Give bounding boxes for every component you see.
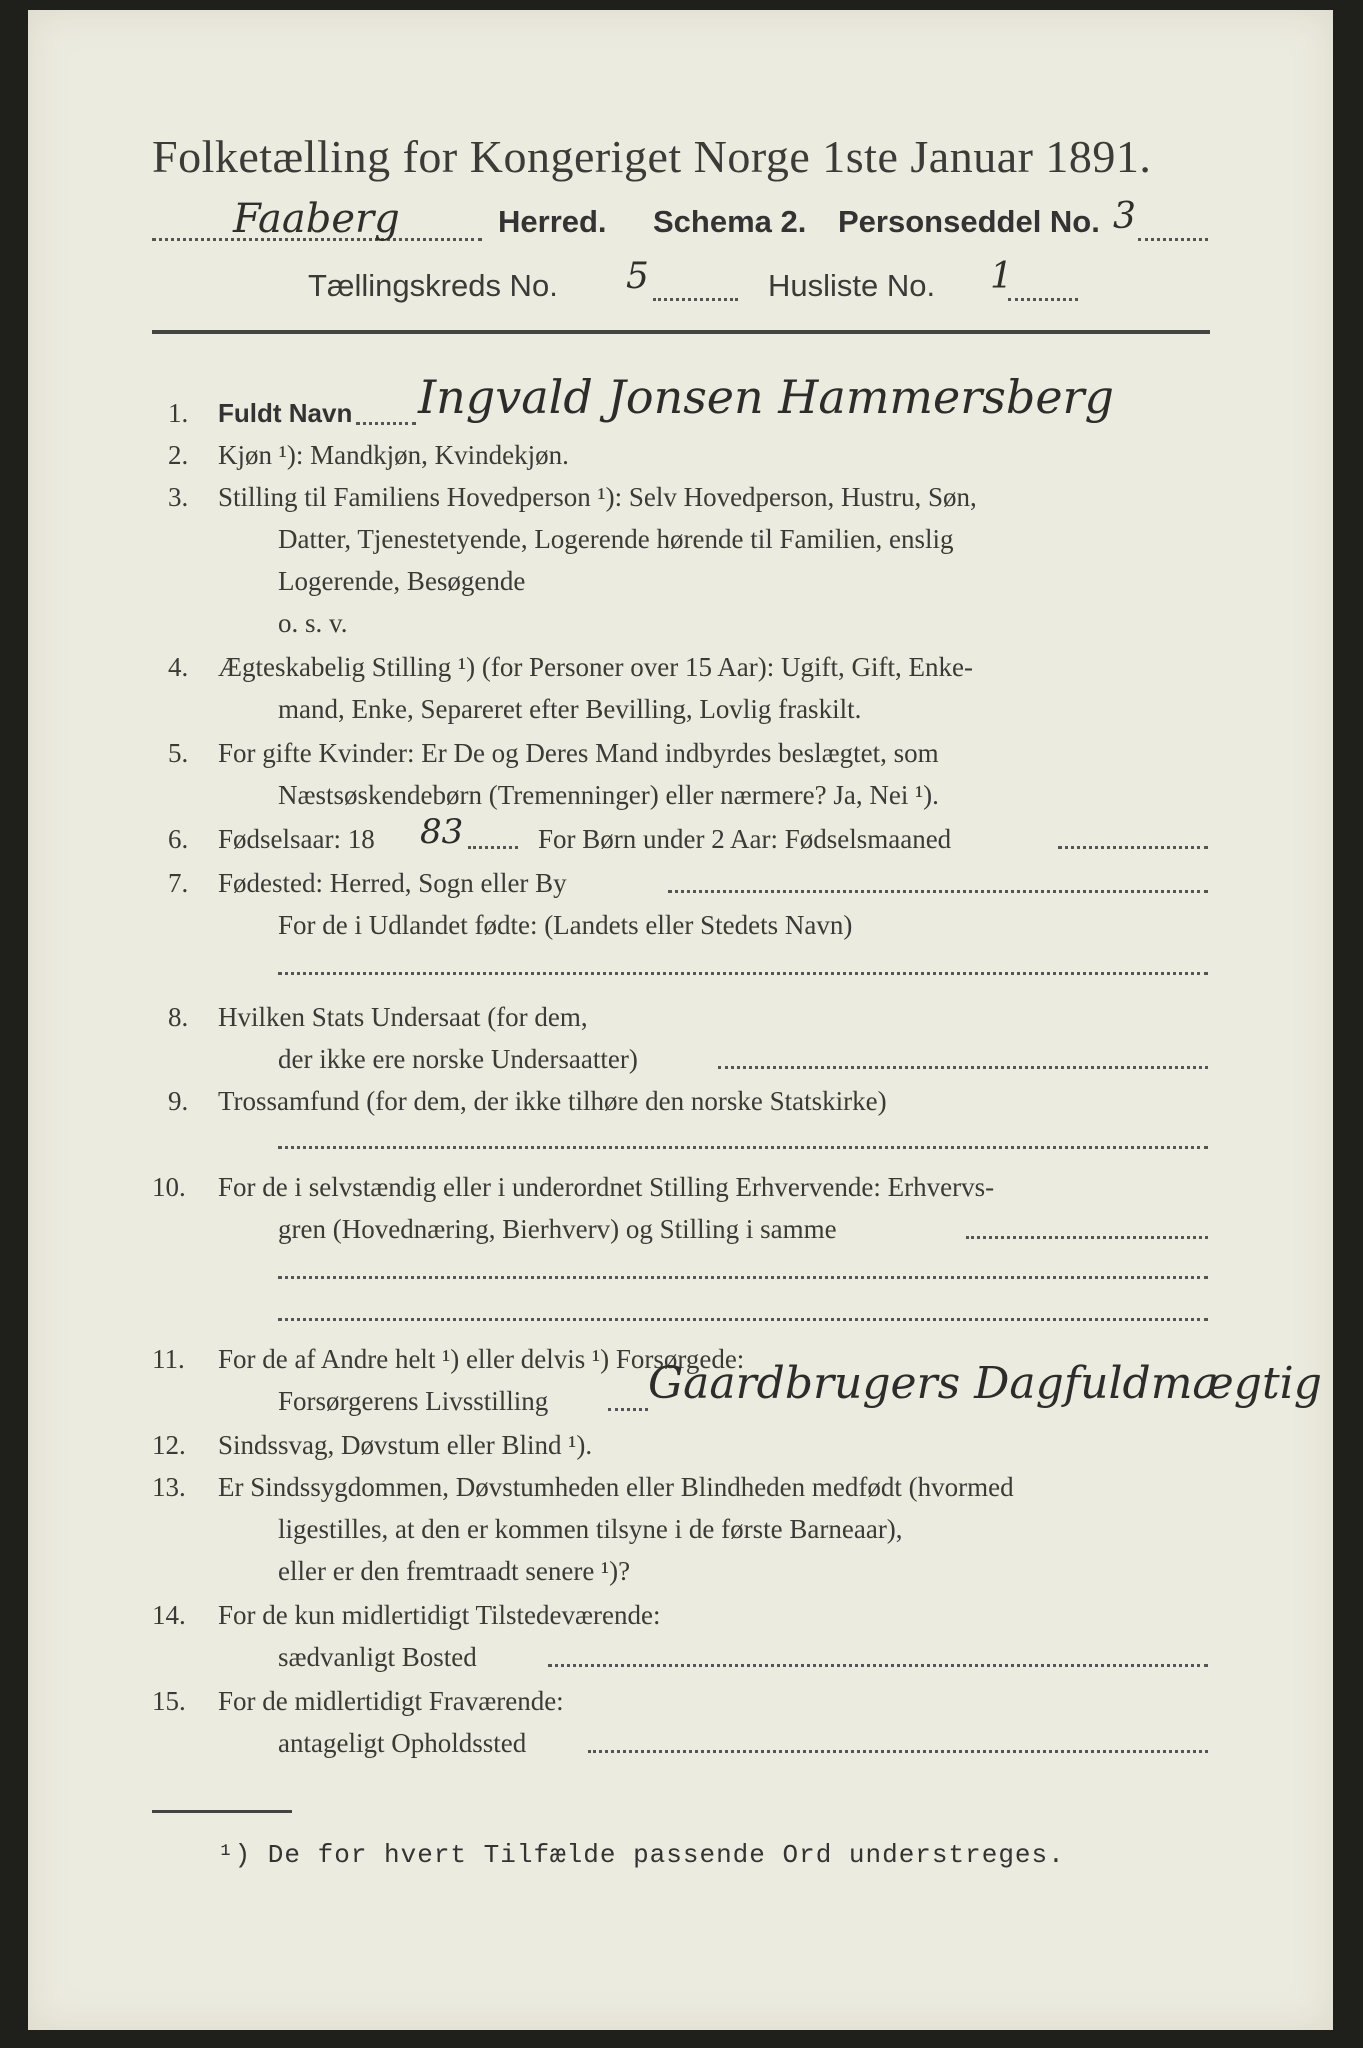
item-number: 7.	[168, 868, 189, 898]
item-4-line-2: mand, Enke, Separeret efter Bevilling, Lovlig fraskilt.	[278, 694, 862, 724]
husliste-label: Husliste No.	[768, 268, 936, 303]
item-8-dotted-line	[718, 1066, 1208, 1069]
kreds-dotted-line	[653, 298, 738, 301]
item-10-line-1: For de i selvstændig eller i underordnet Stilling Erhvervende: Erhvervs-	[218, 1172, 995, 1202]
item-9-line-1: Trossamfund (for dem, der ikke tilhøre den norske Statskirke)	[218, 1086, 887, 1116]
item-13-line-1: Er Sindssygdommen, Døvstumheden eller Blindheden medfødt (hvormed	[218, 1472, 1014, 1502]
item-number: 12.	[152, 1430, 186, 1460]
item-7-dotted-line	[668, 890, 1208, 893]
item-1-dotted-line	[356, 422, 416, 425]
item-2-text: Kjøn ¹): Mandkjøn, Kvindekjøn.	[218, 440, 569, 470]
kreds-value: 5	[626, 256, 649, 297]
item-5-line-2: Næstsøskendebørn (Tremenninger) eller nærmere? Ja, Nei ¹).	[278, 780, 939, 810]
item-number: 8.	[168, 1002, 189, 1032]
item-7-line-2: For de i Udlandet fødte: (Landets eller Stedets Navn)	[278, 910, 853, 940]
item-number: 3.	[168, 482, 189, 512]
item-3-line-1: Stilling til Familiens Hovedperson ¹): Selv Hovedperson, Hustru, Søn,	[218, 482, 977, 512]
item-5-line-1: For gifte Kvinder: Er De og Deres Mand indbyrdes beslægtet, som	[218, 738, 939, 768]
item-10-answer-line-1	[278, 1276, 1208, 1279]
item-6-label: Fødselsaar: 18	[218, 824, 375, 854]
item-number: 6.	[168, 824, 189, 854]
item-number: 10.	[152, 1172, 186, 1202]
personseddel-value: 3	[1113, 196, 1136, 237]
item-number: 2.	[168, 440, 189, 470]
item-8-line-1: Hvilken Stats Undersaat (for dem,	[218, 1002, 588, 1032]
item-number: 14.	[152, 1600, 186, 1630]
item-3-line-3: Logerende, Besøgende	[278, 566, 526, 596]
item-14-line-1: For de kun midlertidigt Tilstedeværende:	[218, 1600, 661, 1630]
item-11-answer: Gaardbrugers Dagfuldmægtig	[648, 1358, 1322, 1409]
item-4-line-1: Ægteskabelig Stilling ¹) (for Personer over 15 Aar): Ugift, Gift, Enke-	[218, 652, 973, 682]
item-13-line-3: eller er den fremtraadt senere ¹)?	[278, 1556, 631, 1586]
item-14-line-2: sædvanligt Bosted	[278, 1642, 477, 1672]
item-number: 1.	[168, 398, 189, 428]
item-number: 9.	[168, 1086, 189, 1116]
item-10-answer-line-2	[278, 1318, 1208, 1321]
footnote: ¹) De for hvert Tilfælde passende Ord understreges.	[218, 1840, 1065, 1870]
item-11-line-1: For de af Andre helt ¹) eller delvis ¹) Forsørgede:	[218, 1344, 745, 1374]
item-6-dotted-line	[468, 846, 518, 849]
herred-label: Herred.	[498, 204, 607, 239]
personseddel-label: Personseddel No.	[838, 204, 1100, 239]
personseddel-dotted-line	[1138, 238, 1208, 241]
item-number: 11.	[152, 1344, 185, 1374]
item-14-dotted-line	[548, 1664, 1208, 1667]
husliste-dotted-line	[1008, 298, 1078, 301]
item-3-line-4: o. s. v.	[278, 608, 348, 638]
item-number: 13.	[152, 1472, 186, 1502]
item-9-dotted-line	[278, 1146, 1208, 1149]
item-6-month-dotted-line	[1058, 846, 1208, 849]
item-number: 15.	[152, 1686, 186, 1716]
husliste-value: 1	[990, 256, 1013, 297]
item-11-line-2: Forsørgerens Livsstilling	[278, 1386, 549, 1416]
item-11-dotted-line	[608, 1408, 648, 1411]
item-number: 5.	[168, 738, 189, 768]
item-1-answer: Ingvald Jonsen Hammersberg	[418, 370, 1114, 424]
herred-value: Faaberg	[233, 196, 400, 242]
item-15-line-2: antageligt Opholdssted	[278, 1728, 527, 1758]
kreds-label: Tællingskreds No.	[308, 268, 558, 303]
item-12-text: Sindssvag, Døvstum eller Blind ¹).	[218, 1430, 593, 1460]
item-15-line-1: For de midlertidigt Fraværende:	[218, 1686, 564, 1716]
form-title: Folketælling for Kongeriget Norge 1ste Januar 1891.	[152, 131, 1152, 182]
item-8-line-2: der ikke ere norske Undersaatter)	[278, 1044, 638, 1074]
schema-label: Schema 2.	[653, 204, 807, 239]
item-7-answer-dotted-line	[278, 972, 1208, 975]
item-6-line-2: For Børn under 2 Aar: Fødselsmaaned	[538, 824, 952, 854]
item-1-label: Fuldt Navn	[218, 398, 353, 428]
item-3-line-2: Datter, Tjenestetyende, Logerende hørende til Familien, enslig	[278, 524, 954, 554]
item-15-dotted-line	[588, 1750, 1208, 1753]
item-10-dotted-line	[966, 1236, 1208, 1239]
census-form-page	[28, 10, 1333, 2030]
footnote-rule	[152, 1810, 292, 1813]
item-10-line-2: gren (Hovednæring, Bierhverv) og Stilling i samme	[278, 1214, 837, 1244]
item-number: 4.	[168, 652, 189, 682]
item-7-line-1: Fødested: Herred, Sogn eller By	[218, 868, 567, 898]
header-rule	[152, 330, 1210, 334]
item-6-answer: 83	[420, 812, 464, 852]
item-13-line-2: ligestilles, at den er kommen tilsyne i de første Barneaar),	[278, 1514, 903, 1544]
